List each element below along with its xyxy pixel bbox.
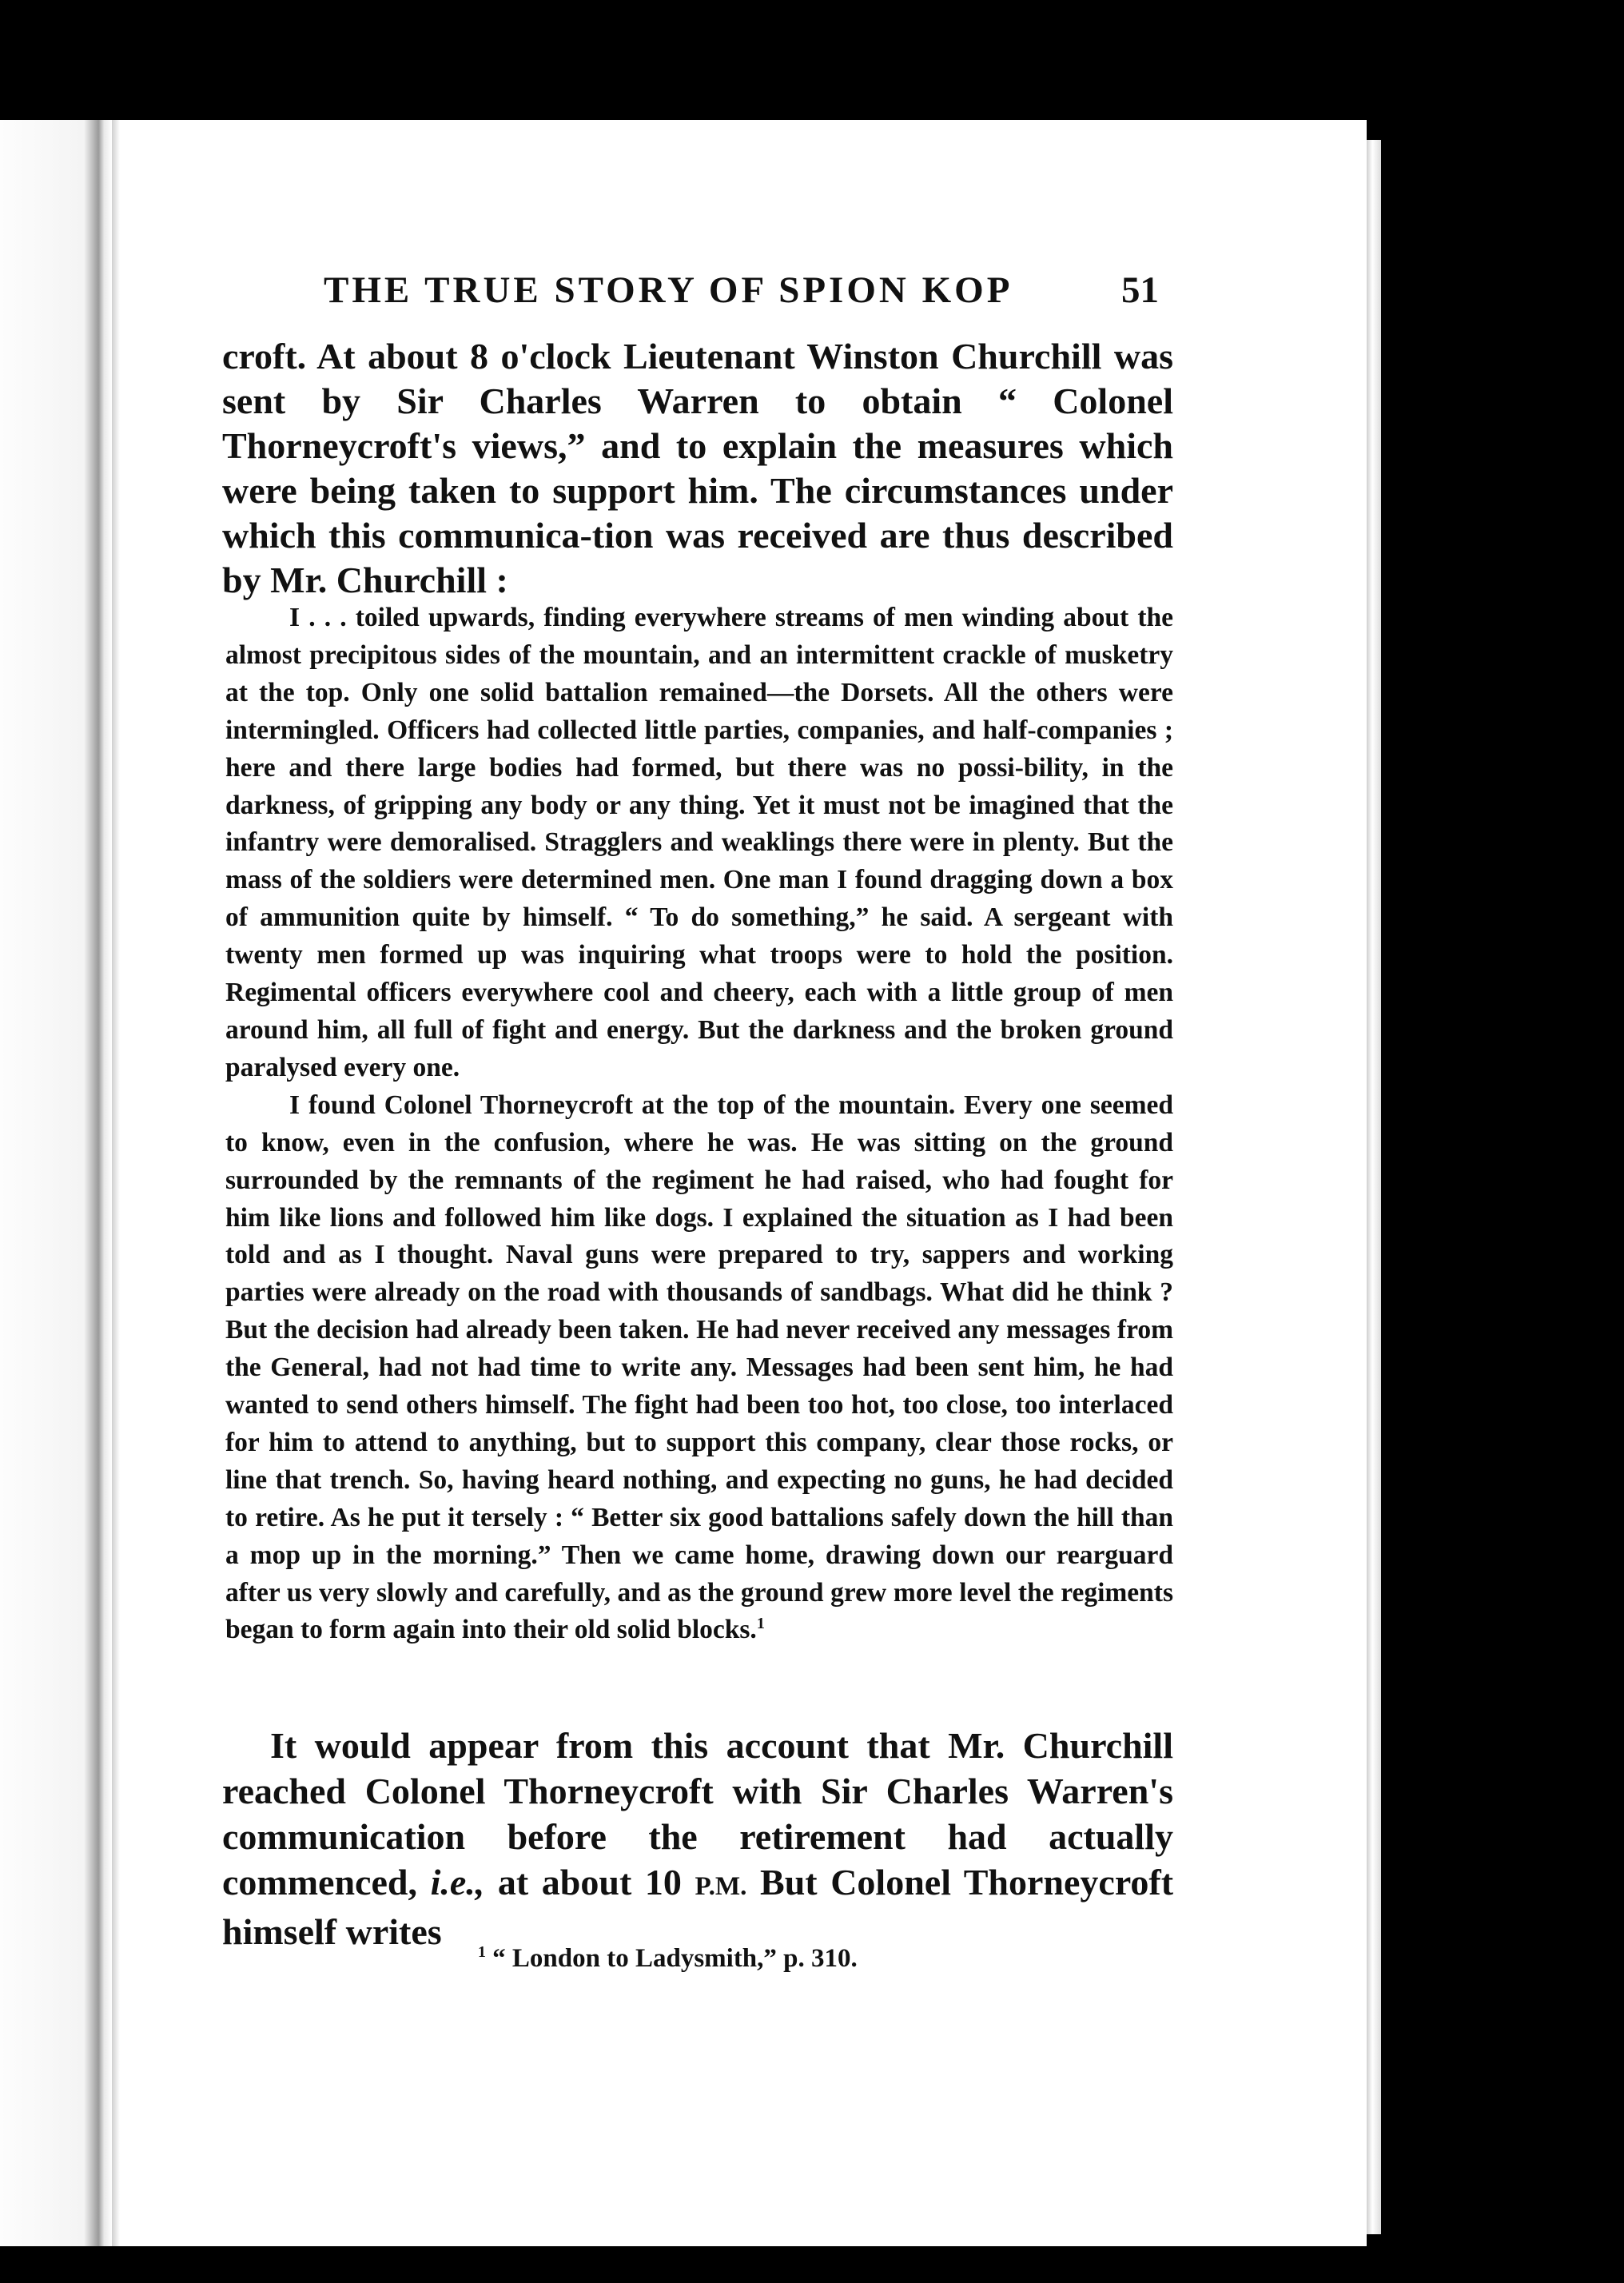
running-head [200, 269, 1159, 317]
intro-paragraph [222, 334, 1173, 603]
churchill-quote [225, 600, 1173, 1649]
page-number: 51 [1121, 269, 1159, 311]
ie-abbreviation: i.e., [430, 1862, 485, 1902]
facing-page-edge [0, 120, 112, 2246]
book-spine-shadow [112, 120, 120, 2246]
footnote-text: “ London to Ladysmith,” p. 310. [492, 1944, 858, 1973]
closing-paragraph [222, 1723, 1173, 1954]
page-edge [1367, 140, 1381, 2234]
footnote [478, 1944, 858, 1974]
quote-paragraph-2 [225, 1087, 1173, 1650]
running-title: THE TRUE STORY OF SPION KOP [324, 269, 1013, 311]
intro-paragraph-text: croft. At about 8 o'clock Lieutenant Winston Churchill was sent by Sir Charles Warren to obtain “ Colonel Thorneycroft's views,” and to explain the measures which were being taken to support him. The circumstances under which this communica-tion was received are thus described by Mr. Churchill : [222, 336, 1173, 600]
closing-paragraph-text [222, 1723, 1173, 1954]
quote-paragraph-1: I . . . toiled upwards, finding everywhere streams of men winding about the almost precipitous sides of the mountain, and an intermittent crackle of musketry at the top. Only one solid battalion remained—the Dorsets. All the others were intermingled. Officers had collected little parties, companies, and half-companies ; here and there large bodies had formed, but there was no possi-bility, in the darkness, of gripping any body or any thing. Yet it must not be imagined that the infantry were demoralised. Stragglers and weaklings there were in plenty. But the mass of the soldiers were determined men. One man I found dragging down a box of ammunition quite by himself. “ To do something,” he said. A sergeant with twenty men formed up was inquiring what troops were to hold the position. Regimental officers everywhere cool and cheery, each with a little group of men around him, all full of fight and energy. But the darkness and the broken ground paralysed every one. [225, 603, 1173, 1082]
pm-abbreviation: P.M. [695, 1871, 747, 1901]
closing-paragraph-part1: It would appear from this account that Mr. Churchill reached Colonel Thorneycroft with Sir Charles Warren's communication before the retirement had actually commenced, [222, 1725, 1173, 1902]
quote-paragraph-2-text: I found Colonel Thorneycroft at the top of the mountain. Every one seemed to know, even in the confusion, where he was. He was sitting on the ground surrounded by the remnants of the regiment he had raised, who had fought for him like lions and followed him like dogs. I explained the situation as I had been told and as I thought. Naval guns were prepared to try, sappers and working parties were already on the road with thousands of sandbags. What did he think ? But the decision had already been taken. He had never received any messages from the General, had not had time to write any. Messages had been sent him, he had wanted to send others himself. The fight had been too hot, too close, too interlaced for him to attend to anything, but to support this company, clear those rocks, or line that trench. So, having heard nothing, and expecting no guns, he had decided to retire. As he put it tersely : “ Better six good battalions safely down the hill than a mop up in the morning.” Then we came home, drawing down our rearguard after us very slowly and carefully, and as the ground grew more level the regiments began to form again into their old solid blocks. [225, 1090, 1173, 1645]
footnote-reference: 1 [756, 1615, 765, 1633]
closing-paragraph-part2: at about 10 [497, 1862, 682, 1902]
footnote-marker: 1 [478, 1943, 486, 1961]
closing-paragraph-part3: But Colonel Thorneycroft himself writes [222, 1862, 1174, 1952]
